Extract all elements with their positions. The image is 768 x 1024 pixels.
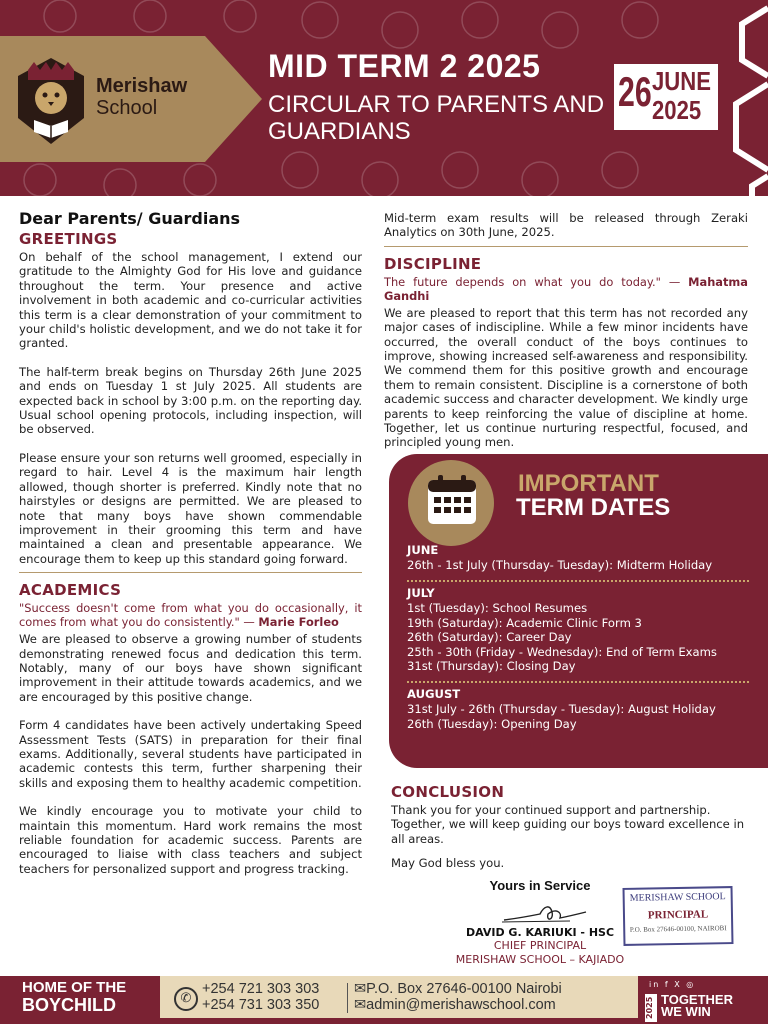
calendar-icon (424, 472, 480, 528)
stamp-line3: P.O. Box 27646-00100, NAIROBI (629, 924, 727, 934)
greetings-paragraph-3: Please ensure your son returns well groomed, especially in regard to hair. Level 4 is the maximum hair length allowed, though shorter is preferred. Kindly note that no hairstyles or designs are permitted. We are pleased to note that many boys have shown commendable improvement in their grooming this term and have maintained a clean and presentable appearance. We encourage them to keep up this standard going forward. (19, 450, 362, 566)
phone-icon: ✆ (174, 987, 198, 1011)
conclusion-heading: CONCLUSION (391, 783, 505, 801)
discipline-heading: DISCIPLINE (384, 254, 482, 273)
month-label: JULY (407, 586, 435, 601)
academics-paragraph-1: We are pleased to observe a growing number of students demonstrating renewed focus and dedication this term. Notably, many of our boys have shown significant improvement in their attitude towards academics, and we are encouraged by this positive change. (19, 632, 362, 704)
month-label: AUGUST (407, 687, 461, 702)
date-event: 25th - 30th (Friday - Wednesday): End of Term Exams (407, 644, 717, 659)
important-dates-title: IMPORTANT (518, 470, 659, 497)
email-link[interactable]: admin@merishawschool.com (366, 997, 556, 1013)
lion-crest-icon (14, 56, 88, 146)
discipline-quote-author: Mahatma Gandhi (384, 274, 748, 303)
academics-paragraph-2: Form 4 candidates have been actively undertaking Speed Assessment Tests (SATS) in preparation for their final exams. Additionally, several students have participated in academic contests this term, further sharpening their skills and exposing them to healthy academic competition. (19, 718, 362, 790)
motto-line1: TOGETHER (661, 992, 733, 1007)
signatory-name: DAVID G. KARIUKI - HSC (465, 926, 615, 939)
date-day: 26 (618, 68, 652, 115)
hexagon-decoration (718, 0, 768, 196)
signatory-title: CHIEF PRINCIPAL (493, 939, 587, 952)
phone-1[interactable]: +254 721 303 303 (202, 981, 320, 997)
academics-heading: ACADEMICS (19, 581, 122, 600)
important-dates-list (407, 543, 749, 731)
section-divider (19, 572, 362, 573)
school-name-line2: School (96, 97, 158, 119)
tagline-line1: HOME OF THE (22, 979, 127, 996)
date-event: 31st July - 26th (Thursday - Tuesday): August Holiday (407, 702, 716, 717)
page-subtitle: CIRCULAR TO PARENTS AND GUARDIANS (268, 91, 605, 145)
address-block (354, 981, 562, 1013)
greetings-heading: GREETINGS (19, 230, 118, 248)
school-name-line1: Merishaw (96, 75, 188, 97)
signatory-org: MERISHAW SCHOOL – KAJIADO (455, 953, 625, 966)
section-divider (384, 246, 748, 247)
motto-line2: WE WIN (661, 1004, 711, 1019)
page-title: MID TERM 2 2025 (268, 48, 541, 84)
date-event: 26th - 1st July (Thursday- Tuesday): Midterm Holiday (407, 558, 713, 572)
date-year: 2025 (652, 95, 702, 125)
date-event: 1st (Tuesday): School Resumes (407, 601, 588, 616)
phone-2[interactable]: +254 731 303 350 (202, 997, 320, 1013)
stamp-line1: MERISHAW SCHOOL (629, 891, 726, 904)
date-event: 31st (Thursday): Closing Day (407, 659, 576, 674)
school-name (96, 75, 187, 119)
date-badge (614, 64, 718, 130)
left-column (19, 209, 362, 876)
important-dates-subtitle: TERM DATES (516, 494, 671, 521)
month-label: JUNE (407, 543, 439, 557)
handwritten-signature (500, 898, 590, 928)
conclusion-section (391, 783, 757, 871)
academics-quote-text: "Success doesn't come from what you do occasionally, it comes from what you do consistently." — (19, 601, 362, 630)
footer-divider (347, 983, 348, 1013)
academics-quote-author: Marie Forleo (258, 615, 339, 630)
discipline-quote (384, 275, 748, 303)
date-event: 19th (Saturday): Academic Clinic Form 3 (407, 615, 642, 630)
academics-paragraph-3: We kindly encourage you to motivate your child to maintain this momentum. Hard work remains the most reliable foundation for academic success. Parents are encouraged to liaise with class teachers and subject teachers for personalized support and progress tracking. (19, 804, 362, 876)
date-event: 26th (Saturday): Career Day (407, 630, 572, 645)
footer-motto (661, 994, 733, 1018)
footer-tagline (8, 976, 160, 1018)
conclusion-paragraph: Thank you for your continued support and partnership. Together, we will keep guiding our boys toward excellence in all areas. (391, 803, 745, 846)
email-icon: ✉ (354, 997, 367, 1013)
footer-year: 2025 (645, 994, 657, 1022)
right-column (384, 211, 748, 450)
dotted-divider (407, 580, 749, 582)
tagline-line2: BOYCHILD (22, 995, 116, 1015)
date-event: 26th (Tuesday): Opening Day (407, 716, 577, 731)
closing: Yours in Service (489, 878, 591, 893)
discipline-paragraph: We are pleased to report that this term has not recorded any major cases of indiscipline. While a few minor incidents have occurred, the overall conduct of the boys continues to improve, showing increased self-awareness and responsibility. We commend them for this positive growth and encourage them to remain consistent. Discipline is a cornerstone of both academic success and character development. We kindly urge parents to keep reinforcing the value of discipline at home. Together, let us continue nurturing respectful, focused, and principled young men. (384, 305, 748, 450)
greetings-paragraph-1: On behalf of the school management, I extend our gratitude to the Almighty God for His love and guidance throughout the term. Your presence and active involvement in both academic and co-curricular activities this term is a clear demonstration of your commitment to your child's holistic development, and we do not take it for granted. (19, 250, 362, 351)
blessing: May God bless you. (391, 856, 505, 871)
principal-stamp (623, 886, 734, 946)
phone-numbers (202, 981, 319, 1013)
social-icons[interactable]: in f X ◎ (649, 980, 696, 989)
date-month: JUNE (652, 66, 711, 96)
mailbox-icon: ✉ (354, 981, 367, 997)
stamp-line2: PRINCIPAL (647, 908, 709, 922)
discipline-quote-text: The future depends on what you do today." — (384, 274, 681, 289)
dotted-divider (407, 681, 749, 683)
academics-quote (19, 601, 362, 629)
salutation: Dear Parents/ Guardians (19, 209, 241, 228)
greetings-paragraph-2: The half-term break begins on Thursday 26th June 2025 and ends on Tuesday 1 st July 2025. All students are expected back in school by 3:00 p.m. on the reporting day. Usual school opening protocols, including inspection, will be observed. (19, 364, 362, 437)
results-note: Mid-term exam results will be released through Zeraki Analytics on 30th June, 2025. (384, 211, 748, 240)
postal-address: P.O. Box 27646-00100 Nairobi (366, 981, 562, 997)
